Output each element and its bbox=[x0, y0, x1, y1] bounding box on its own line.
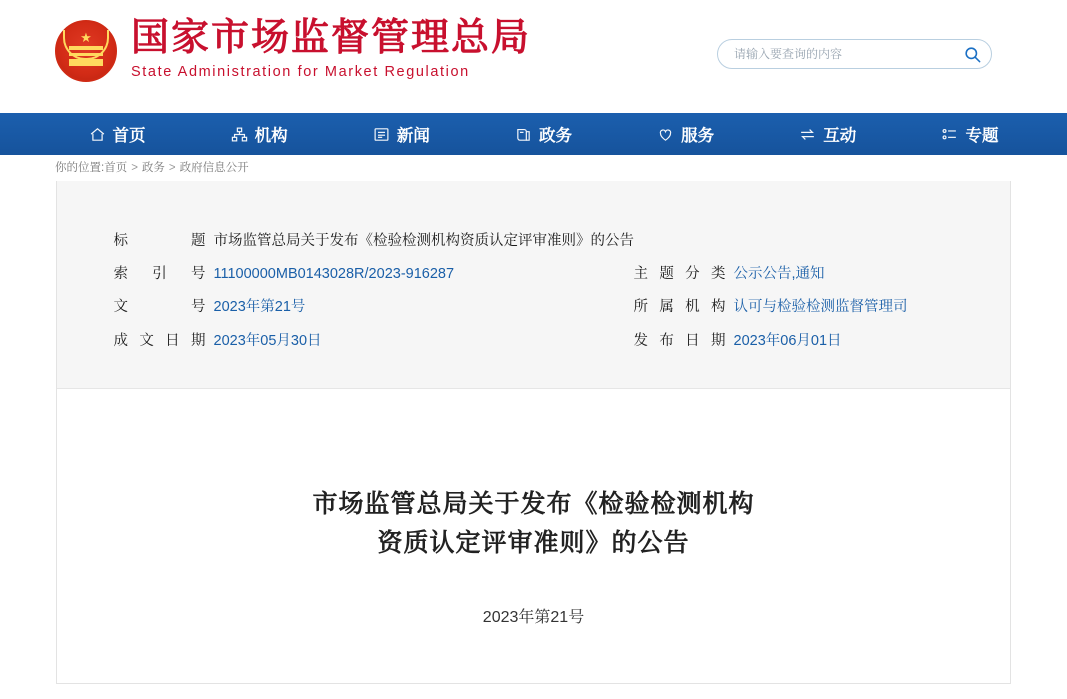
meta-label-department: 所属机构 bbox=[633, 299, 726, 316]
search-icon[interactable] bbox=[953, 40, 991, 68]
table-row bbox=[114, 258, 954, 291]
table-row bbox=[114, 225, 954, 258]
nav-item-topics[interactable] bbox=[941, 122, 998, 146]
nav-label: 服务 bbox=[681, 127, 715, 145]
breadcrumb-prefix: 你的位置: bbox=[55, 162, 105, 174]
org-chart-icon bbox=[231, 126, 248, 143]
news-icon bbox=[373, 126, 390, 143]
meta-value-written-date: 2023年05月30日 bbox=[213, 332, 322, 349]
nav-item-organization[interactable] bbox=[231, 122, 288, 146]
document-meta-panel bbox=[57, 181, 1010, 389]
document-meta-table bbox=[114, 225, 954, 358]
meta-label-publish-date: 发布日期 bbox=[633, 332, 726, 349]
site-title-en: State Administration for Market Regulation bbox=[131, 63, 470, 80]
search-input[interactable] bbox=[718, 47, 953, 61]
page-title bbox=[214, 485, 854, 563]
site-header bbox=[0, 0, 1067, 113]
nav-label: 新闻 bbox=[396, 127, 430, 145]
nav-label: 政务 bbox=[538, 127, 572, 145]
meta-value-doc-number: 2023年第21号 bbox=[213, 299, 306, 316]
meta-value-title: 市场监管总局关于发布《检验检测机构资质认定评审准则》的公告 bbox=[213, 233, 634, 249]
site-title-block bbox=[131, 17, 531, 80]
meta-label-written-date: 成文日期 bbox=[113, 332, 206, 349]
nav-item-home[interactable] bbox=[89, 122, 146, 146]
article-body bbox=[57, 389, 1010, 628]
page-title-line1: 市场监管总局关于发布《检验检测机构 bbox=[312, 489, 755, 518]
breadcrumb-separator: > bbox=[131, 162, 138, 174]
emblem-star-icon: ★ bbox=[80, 30, 92, 45]
meta-value-index-number: 11100000MB0143028R/2023-916287 bbox=[213, 266, 455, 283]
nav-label: 互动 bbox=[823, 127, 857, 145]
table-row bbox=[114, 325, 954, 358]
breadcrumb bbox=[0, 155, 1067, 181]
meta-value-publish-date: 2023年06月01日 bbox=[733, 332, 842, 349]
nav-label: 首页 bbox=[112, 127, 146, 145]
breadcrumb-item-home[interactable]: 首页 bbox=[104, 162, 128, 174]
home-icon bbox=[89, 126, 106, 143]
meta-label-doc-number: 文号 bbox=[113, 299, 206, 316]
nav-item-news[interactable] bbox=[373, 122, 430, 146]
main-navigation bbox=[0, 113, 1067, 155]
site-title-cn: 国家市场监督管理总局 bbox=[131, 17, 532, 59]
page-title-line2: 资质认定评审准则》的公告 bbox=[377, 528, 690, 557]
heart-icon bbox=[657, 126, 674, 143]
meta-value-department: 认可与检验检测监督管理司 bbox=[733, 299, 908, 316]
meta-label-index-number: 索引号 bbox=[113, 266, 206, 283]
table-row bbox=[114, 291, 954, 324]
breadcrumb-item-disclosure[interactable]: 政府信息公开 bbox=[179, 162, 249, 174]
site-logo[interactable] bbox=[55, 17, 531, 82]
nav-item-service[interactable] bbox=[657, 122, 714, 146]
emblem-gate bbox=[69, 46, 103, 66]
breadcrumb-separator: > bbox=[168, 162, 176, 174]
government-icon bbox=[515, 126, 532, 143]
national-emblem-icon bbox=[55, 20, 117, 82]
article-doc-number: 2023年第21号 bbox=[482, 609, 585, 627]
list-topic-icon bbox=[941, 126, 958, 143]
nav-label: 专题 bbox=[965, 127, 999, 145]
nav-label: 机构 bbox=[254, 127, 288, 145]
meta-value-topic-category: 公示公告,通知 bbox=[733, 266, 825, 283]
content-panel bbox=[56, 181, 1011, 684]
nav-item-government[interactable] bbox=[515, 122, 572, 146]
meta-label-topic-category: 主题分类 bbox=[633, 266, 726, 283]
search-box[interactable] bbox=[717, 39, 992, 69]
breadcrumb-item-government[interactable]: 政务 bbox=[141, 162, 165, 174]
exchange-arrows-icon bbox=[799, 126, 816, 143]
meta-label-title: 标题 bbox=[113, 233, 206, 249]
nav-item-interaction[interactable] bbox=[799, 122, 856, 146]
